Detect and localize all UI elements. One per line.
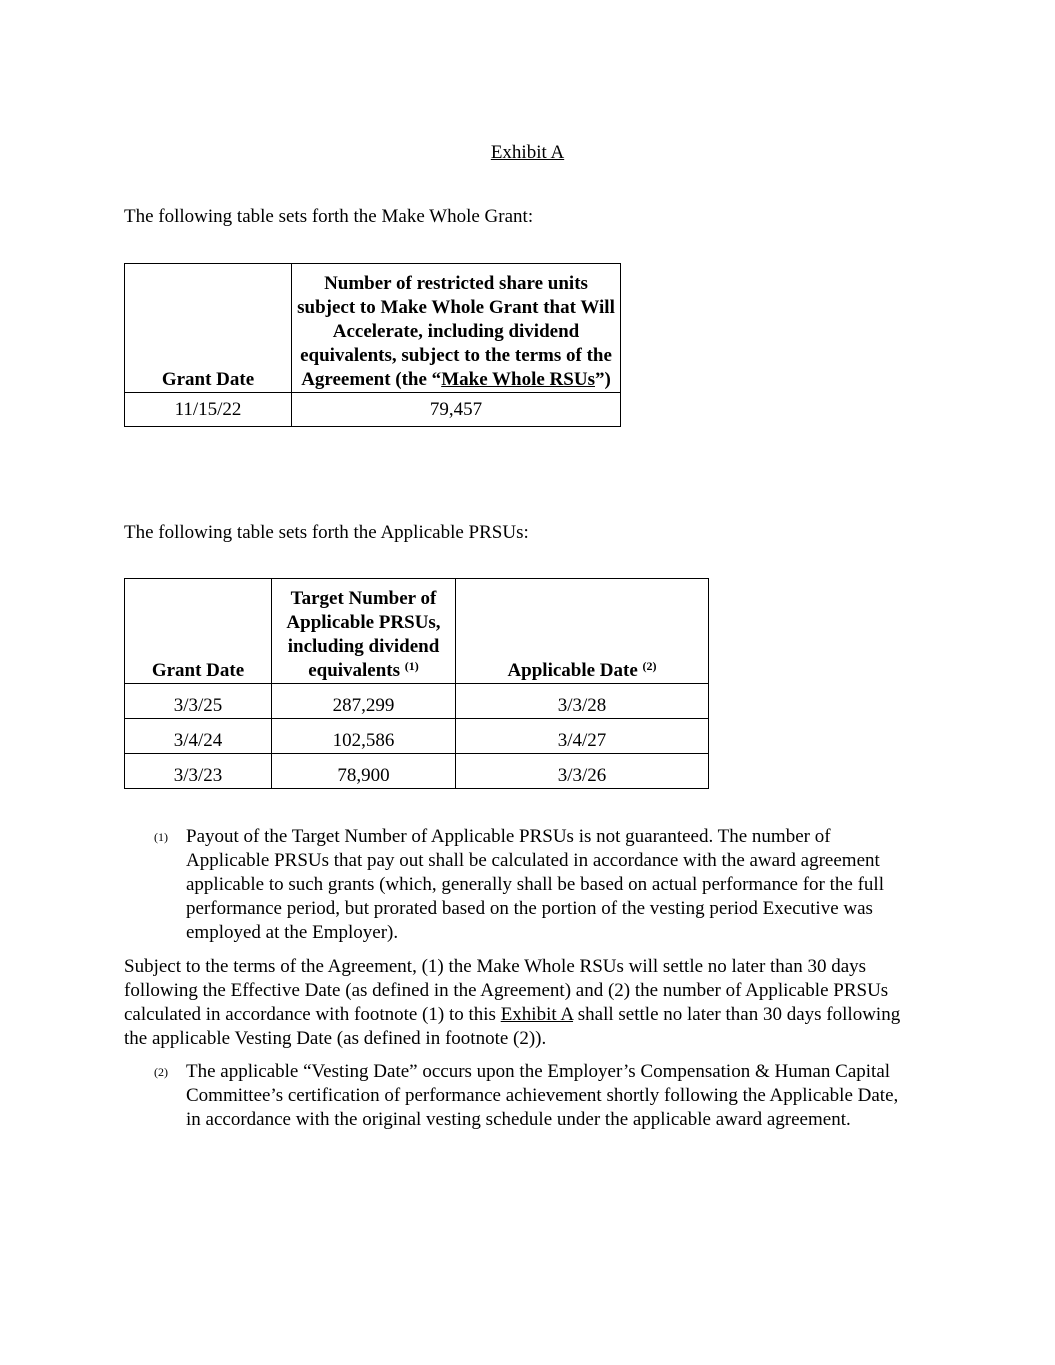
footnote-2-marker: (2) [154,1065,168,1079]
exhibit-reference: Exhibit A [500,1004,574,1025]
table-row [125,754,709,789]
header-target-number [272,579,456,684]
footnote-1-marker: (1) [154,830,168,844]
table-row [125,684,709,719]
cell-applicable-date: 3/3/26 [456,754,709,789]
cell-grant-date: 11/15/22 [125,393,292,427]
header-units-close: ”) [594,369,611,390]
header-applicable-date [456,579,709,684]
cell-target: 287,299 [272,684,456,719]
make-whole-table [124,263,621,427]
cell-applicable-date: 3/3/28 [456,684,709,719]
prsu-table [124,578,709,789]
header-units-defined-term: Make Whole RSUs [441,369,595,390]
footnote-ref-1: (1) [404,659,419,673]
footnote-2 [124,1060,914,1132]
cell-target: 102,586 [272,719,456,754]
exhibit-title-text: Exhibit A [490,142,565,163]
cell-units: 79,457 [292,393,621,427]
footnote-ref-2: (2) [642,659,657,673]
cell-grant-date: 3/3/25 [125,684,272,719]
table-row [125,719,709,754]
table-row [125,393,621,427]
cell-target: 78,900 [272,754,456,789]
footnote-2-text: The applicable “Vesting Date” occurs upon the Employer’s Compensation & Human Capital Committee’s certification of performance achievement shortly following the Applicable Date, in accordance with the original vesting schedule under the applicable award agreement. [186,1061,899,1130]
header-grant-date: Grant Date [125,579,272,684]
cell-applicable-date: 3/4/27 [456,719,709,754]
header-units [292,264,621,393]
table-header-row [125,579,709,684]
footnote-1 [124,825,914,945]
header-grant-date: Grant Date [125,264,292,393]
cell-grant-date: 3/4/24 [125,719,272,754]
footnote-1-text: Payout of the Target Number of Applicable PRSUs is not guaranteed. The number of Applicable PRSUs that pay out shall be calculated in accordance with the award agreement applicable to such grants (which, generally shall be based on actual performance for the full performance period, but prorated based on the portion of the vesting period Executive was employed at the Employer). [186,826,884,943]
make-whole-intro: The following table sets forth the Make Whole Grant: [124,206,534,227]
settlement-text-2: shall settle no later than 30 days following the applicable Vesting Date (as defined in footnote (2)). [124,1004,901,1049]
settlement-text-1: Subject to the terms of the Agreement, (1) the Make Whole RSUs will settle no later than 30 days following the Effective Date (as defined in the Agreement) and (2) the number of Applicable PRSUs calculated in accordance with footnote (1) to this [124,956,889,1025]
table-header-row [125,264,621,393]
prsu-intro: The following table sets forth the Applicable PRSUs: [124,522,529,543]
cell-grant-date: 3/3/23 [125,754,272,789]
exhibit-title [0,141,1055,165]
header-target-text: Target Number of Applicable PRSUs, including dividend equivalents [286,588,441,681]
header-units-text: Number of restricted share units subject to Make Whole Grant that Will Accelerate, including dividend equivalents, subject to the terms of the Agreement (the “ [297,273,615,390]
settlement-paragraph [124,955,914,1051]
header-applicable-date-text: Applicable Date [507,660,638,681]
